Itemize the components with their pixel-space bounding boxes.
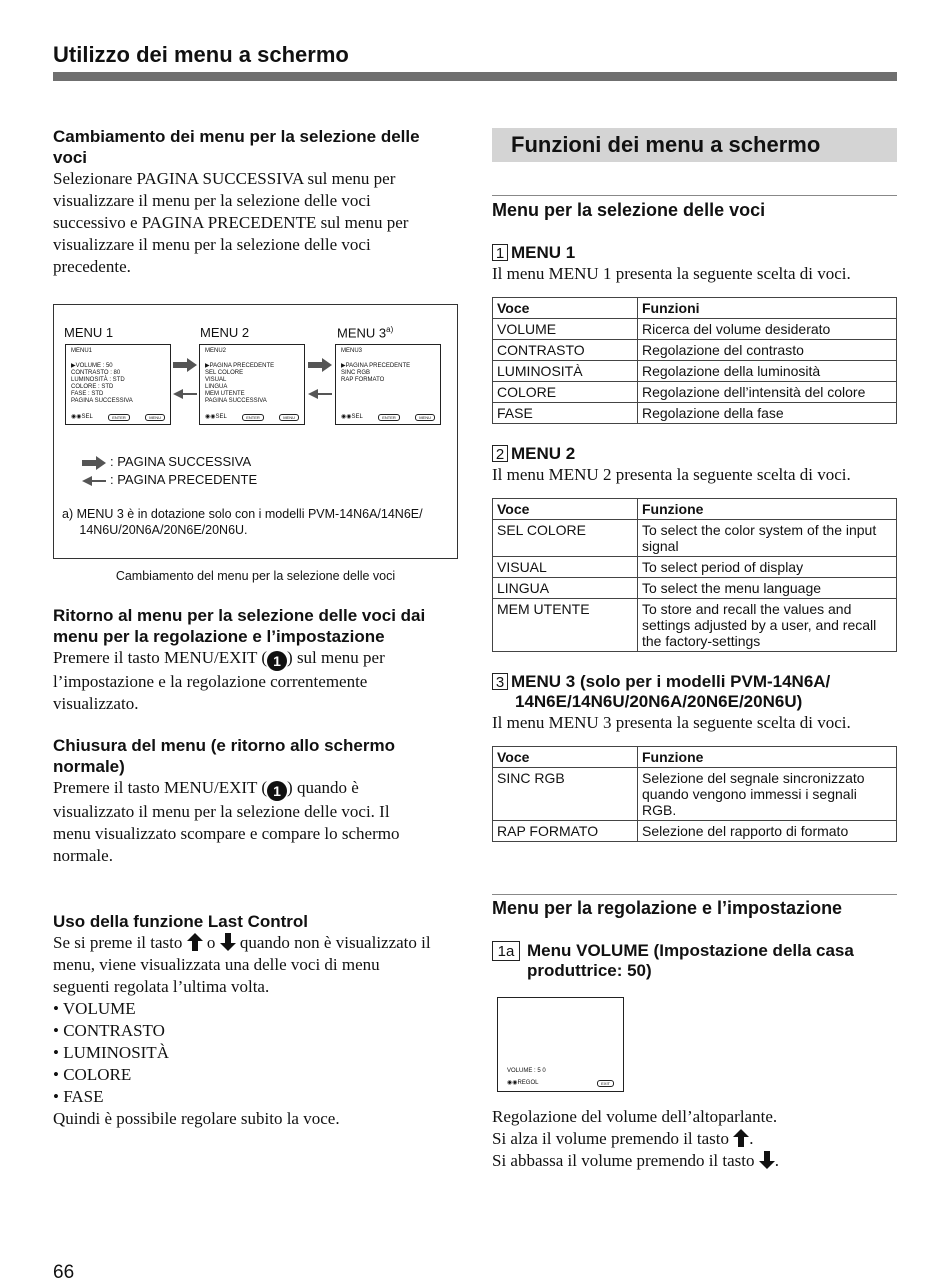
menu3-table (492, 746, 897, 842)
paragraph-line: precedente. (53, 257, 131, 276)
screen-row: LINGUA (205, 384, 228, 390)
menu1-screen (65, 344, 171, 425)
screen-row: VOLUME : 5 0 (507, 1068, 546, 1074)
list-item: • CONTRASTO (53, 1021, 165, 1040)
paragraph-line: l’impostazione e la regolazione correntemente (53, 672, 368, 691)
page-header-title: Utilizzo dei menu a schermo (53, 42, 349, 67)
menu3-label: MENU 3$^{a)}$ (337, 325, 394, 341)
screen-row: MEM UTENTE (205, 391, 245, 397)
paragraph-line: Si abbassa il volume premendo il tasto . (492, 1151, 780, 1170)
header-rule (53, 72, 897, 81)
screen-row: SEL COLORE (205, 370, 244, 376)
screen-row: FASE : STD (71, 391, 104, 397)
paragraph-line: visualizzare il menu per la selezione delle voci (53, 235, 371, 254)
arrow-right-icon (308, 358, 332, 372)
menu2-heading: 2 MENU 2 (492, 444, 897, 464)
menu1-table (492, 297, 897, 424)
arrow-right-icon (173, 358, 197, 372)
arrow-left-icon (308, 387, 332, 401)
divider (492, 195, 897, 196)
menu-change-figure (53, 304, 458, 559)
paragraph-line: Premere il tasto MENU/EXIT ( 1 ) sul menu per (53, 648, 385, 669)
table-row: VISUAL To select period of display (493, 557, 897, 578)
section-heading: Uso della funzione Last Control (53, 912, 309, 931)
list-item: • FASE (53, 1087, 104, 1106)
screen-row: COLORE : STD (71, 384, 114, 390)
subsection-heading: Menu per la regolazione e l’impostazione (492, 898, 843, 918)
table-row: SEL COLORE To select the color system of the input signal (493, 520, 897, 557)
section-heading: normale) (53, 757, 125, 776)
table-row: RAP FORMATO Selezione del rapporto di formato (493, 821, 897, 842)
screen-row: ▶PAGINA PRECEDENTE (205, 363, 275, 369)
arrow-right-icon (82, 456, 106, 470)
screen-title: MENU3 (341, 348, 363, 354)
figure-caption: Cambiamento del menu per la selezione delle voci (115, 569, 396, 583)
menu2-table (492, 498, 897, 652)
menu2-label: MENU 2 (200, 325, 250, 340)
divider (492, 894, 897, 895)
table-row: VOLUME Ricerca del volume desiderato (493, 319, 897, 340)
table-row: FASE Regolazione della fase (493, 403, 897, 424)
paragraph-line: Si alza il volume premendo il tasto . (492, 1129, 754, 1148)
paragraph-line: menu, viene visualizzata una delle voci di menu (53, 955, 380, 974)
table-row: COLORE Regolazione dell’intensità del colore (493, 382, 897, 403)
table-header-row: Voce Funzioni (493, 298, 897, 319)
screen-row: LUMINOSITÀ : STD (71, 377, 125, 383)
menu1-label: MENU 1 (64, 325, 114, 340)
section-heading: Cambiamento dei menu per la selezione delle voci (53, 127, 420, 167)
paragraph-line: Regolazione del volume dell’altoparlante. (492, 1107, 778, 1126)
volume-screen (497, 997, 624, 1092)
table-row: LUMINOSITÀ Regolazione della luminosità (493, 361, 897, 382)
screen-footer: ◉◉SEL ENTER MENU (341, 414, 435, 421)
table-row: CONTRASTO Regolazione del contrasto (493, 340, 897, 361)
screen-row: CONTRASTO : 80 (71, 370, 121, 376)
menu1-heading: 1 MENU 1 (492, 243, 897, 263)
section-heading: menu per la regolazione e l’impostazione (53, 627, 385, 646)
legend-prev: : PAGINA PRECEDENTE (110, 472, 258, 487)
paragraph-line: menu visualizzato scompare e compare lo schermo (53, 824, 400, 843)
arrow-up-icon (733, 1129, 749, 1147)
screen-footer: ◉◉REGOL EXIT (507, 1080, 614, 1087)
menu2-screen (199, 344, 305, 425)
paragraph-line: Se si preme il tasto o quando non è visualizzato il (53, 933, 431, 952)
paragraph-line: successivo e PAGINA PRECEDENTE sul menu per (53, 213, 409, 232)
paragraph-line: visualizzato il menu per la selezione delle voci. Il (53, 802, 390, 821)
screen-row: ▶PAGINA PRECEDENTE (341, 363, 411, 369)
screen-row: PAGINA SUCCESSIVA (71, 398, 133, 404)
paragraph-line: visualizzare il menu per la selezione delle voci (53, 191, 371, 210)
screen-footer: ◉◉SEL ENTER MENU (205, 414, 299, 421)
arrow-left-icon (82, 474, 106, 488)
left-column (53, 126, 458, 1130)
menu3-heading: 3 MENU 3 (solo per i modelli PVM-14N6A/ 14N6E/14N6U/20N6A/20N6E/20N6U) (492, 672, 897, 712)
table-header-row: Voce Funzione (493, 747, 897, 768)
volume-menu-heading: 1a Menu VOLUME (Impostazione della casa produttrice: 50) (492, 941, 897, 981)
table-row: SINC RGB Selezione del segnale sincronizzato quando vengono immessi i segnali RGB. (493, 768, 897, 821)
list-item: • COLORE (53, 1065, 132, 1084)
button-1-icon: 1 (267, 651, 287, 671)
screen-row: ▶VOLUME : 50 (71, 363, 113, 369)
paragraph-line: visualizzato. (53, 694, 139, 713)
last-control-list (53, 998, 458, 1108)
legend-next: : PAGINA SUCCESSIVA (110, 454, 252, 469)
screen-row: PAGINA SUCCESSIVA (205, 398, 267, 404)
figure-footnote: a) MENU 3 è in dotazione solo con i modelli PVM-14N6A/14N6E/ 14N6U/20N6A/20N6E/20N6U. (62, 507, 423, 537)
subsection-heading: Menu per la selezione delle voci (492, 200, 766, 220)
arrow-left-icon (173, 387, 197, 401)
section-band-title: Funzioni dei menu a schermo (492, 128, 897, 162)
menu1-intro: Il menu MENU 1 presenta la seguente scelta di voci. (492, 264, 851, 283)
list-item: • VOLUME (53, 999, 136, 1018)
page-number: 66 (53, 1262, 75, 1283)
paragraph-line: Quindi è possibile regolare subito la voce. (53, 1109, 340, 1128)
section-heading: Ritorno al menu per la selezione delle voci dai (53, 606, 426, 625)
menu3-screen (335, 344, 441, 425)
paragraph-line: seguenti regolata l’ultima volta. (53, 977, 270, 996)
menu3-intro: Il menu MENU 3 presenta la seguente scelta di voci. (492, 713, 851, 732)
arrow-up-icon (187, 933, 203, 951)
screen-footer: ◉◉SEL ENTER MENU (71, 414, 165, 421)
table-row: LINGUA To select the menu language (493, 578, 897, 599)
table-header-row: Voce Funzione (493, 499, 897, 520)
button-1-icon: 1 (267, 781, 287, 801)
paragraph-line: normale. (53, 846, 113, 865)
screen-row: RAP FORMATO (341, 377, 385, 383)
table-row: MEM UTENTE To store and recall the values and settings adjusted by a user, and recall the factory-settings (493, 599, 897, 652)
right-column (492, 128, 897, 1172)
menu2-intro: Il menu MENU 2 presenta la seguente scelta di voci. (492, 465, 851, 484)
section-heading: Chiusura del menu (e ritorno allo schermo (53, 736, 395, 755)
screen-title: MENU2 (205, 348, 227, 354)
list-item: • LUMINOSITÀ (53, 1043, 169, 1062)
paragraph-line: Premere il tasto MENU/EXIT ( 1 ) quando è (53, 778, 359, 799)
arrow-down-icon (220, 933, 236, 951)
screen-row: VISUAL (205, 377, 227, 383)
paragraph-line: Selezionare PAGINA SUCCESSIVA sul menu per (53, 169, 396, 188)
arrow-down-icon (759, 1151, 775, 1169)
screen-title: MENU1 (71, 348, 93, 354)
screen-row: SINC RGB (341, 370, 371, 376)
